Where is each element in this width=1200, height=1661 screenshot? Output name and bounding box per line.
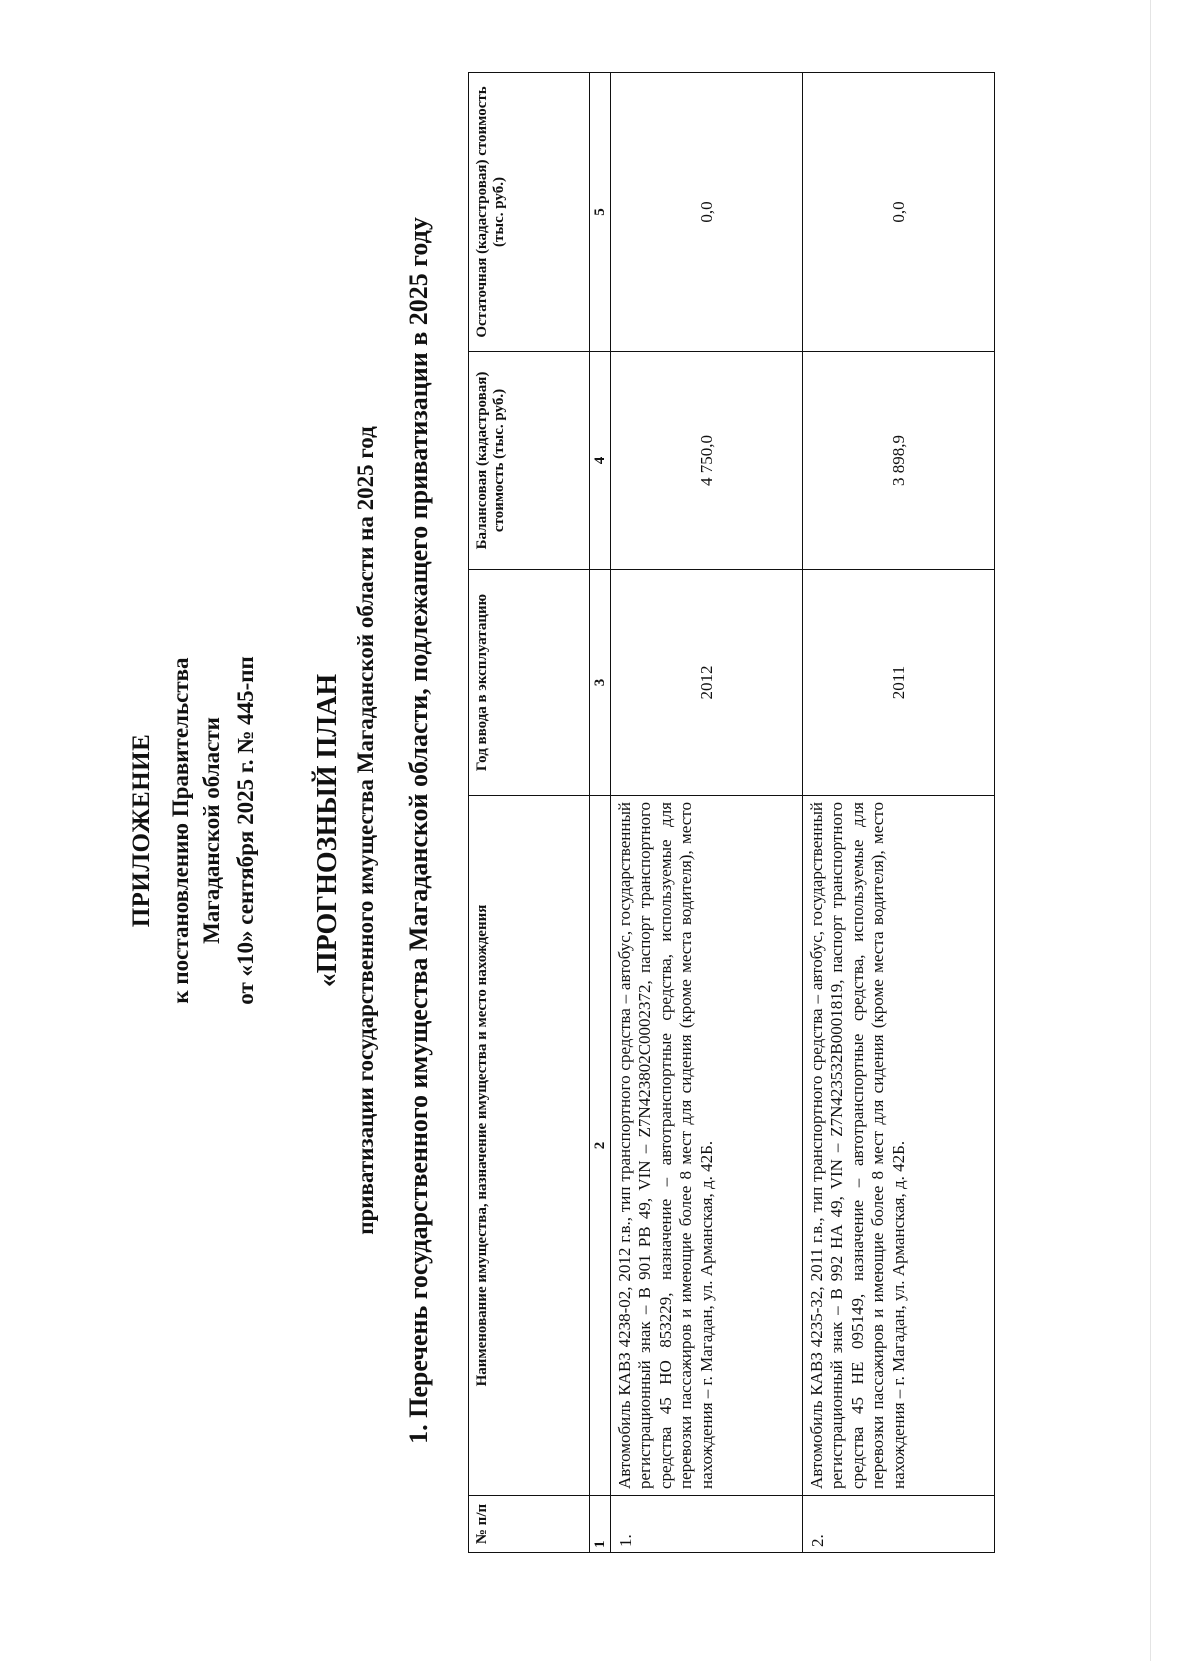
appendix-region-line: Магаданской области: [199, 717, 224, 944]
row-residual-value: 0,0: [803, 73, 995, 352]
column-number: 2: [590, 796, 611, 1496]
header-residual-value: Остаточная (кадастровая) стоимость (тыс. руб.): [469, 73, 590, 352]
table-row: [803, 73, 995, 1553]
appendix-title: ПРИЛОЖЕНИЕ: [128, 733, 155, 928]
column-number: 1: [590, 1496, 611, 1553]
column-number: 4: [590, 352, 611, 570]
row-balance-value: 4 750,0: [611, 352, 803, 570]
row-balance-value: 3 898,9: [803, 352, 995, 570]
plan-title: «ПРОГНОЗНЫЙ ПЛАН: [312, 673, 343, 988]
row-residual-value: 0,0: [611, 73, 803, 352]
row-year: 2012: [611, 570, 803, 796]
header-year: Год ввода в эксплуатацию: [469, 570, 590, 796]
section-title: 1. Перечень государственного имущества Магаданской области, подлежащего приватизации в 2025 году: [404, 217, 433, 1444]
row-year: 2011: [803, 570, 995, 796]
row-number: 2.: [803, 1496, 995, 1553]
property-table: [468, 72, 995, 1553]
row-description: Автомобиль КАВЗ 4238-02, 2012 г.в., тип транспортного средства – автобус, государственный регистрационный знак – В 901 РВ 49, VIN – Z7N423802C0002372, паспорт транспортного средства 45 НО 853229, назначение – автотранспортные средства, используемые для перевозки пассажиров и имеющие более 8 мест для сидения (кроме места водителя), место нахождения – г. Магадан, ул. Арманская, д. 42Б.: [611, 796, 803, 1496]
property-table-container: [468, 78, 995, 1553]
appendix-date-line: от «10» сентября 2025 г. № 445-пп: [233, 656, 258, 1005]
column-number: 3: [590, 570, 611, 796]
table-row: [611, 73, 803, 1553]
scan-edge-line: [1150, 0, 1151, 1661]
plan-subtitle: приватизации государственного имущества Магаданской области на 2025 год: [353, 426, 378, 1235]
header-balance-value: Балансовая (кадастровая) стоимость (тыс. руб.): [469, 352, 590, 570]
appendix-reference-line: к постановлению Правительства: [168, 657, 193, 1004]
header-description: Наименование имущества, назначение имущества и место нахождения: [469, 796, 590, 1496]
row-description: Автомобиль КАВЗ 4235-32, 2011 г.в., тип транспортного средства – автобус, государственный регистрационный знак – В 992 НА 49, VIN – Z7N423532B0001819, паспорт транспортного средства 45 НЕ 095149, назначение – автотранспортные средства, используемые для перевозки пассажиров и имеющие более 8 мест для сидения (кроме места водителя), место нахождения – г. Магадан, ул. Арманская, д. 42Б.: [803, 796, 995, 1496]
row-number: 1.: [611, 1496, 803, 1553]
column-number: 5: [590, 73, 611, 352]
column-number-row: [590, 73, 611, 1553]
header-number: № п/п: [469, 1496, 590, 1553]
table-header-row: [469, 73, 590, 1553]
